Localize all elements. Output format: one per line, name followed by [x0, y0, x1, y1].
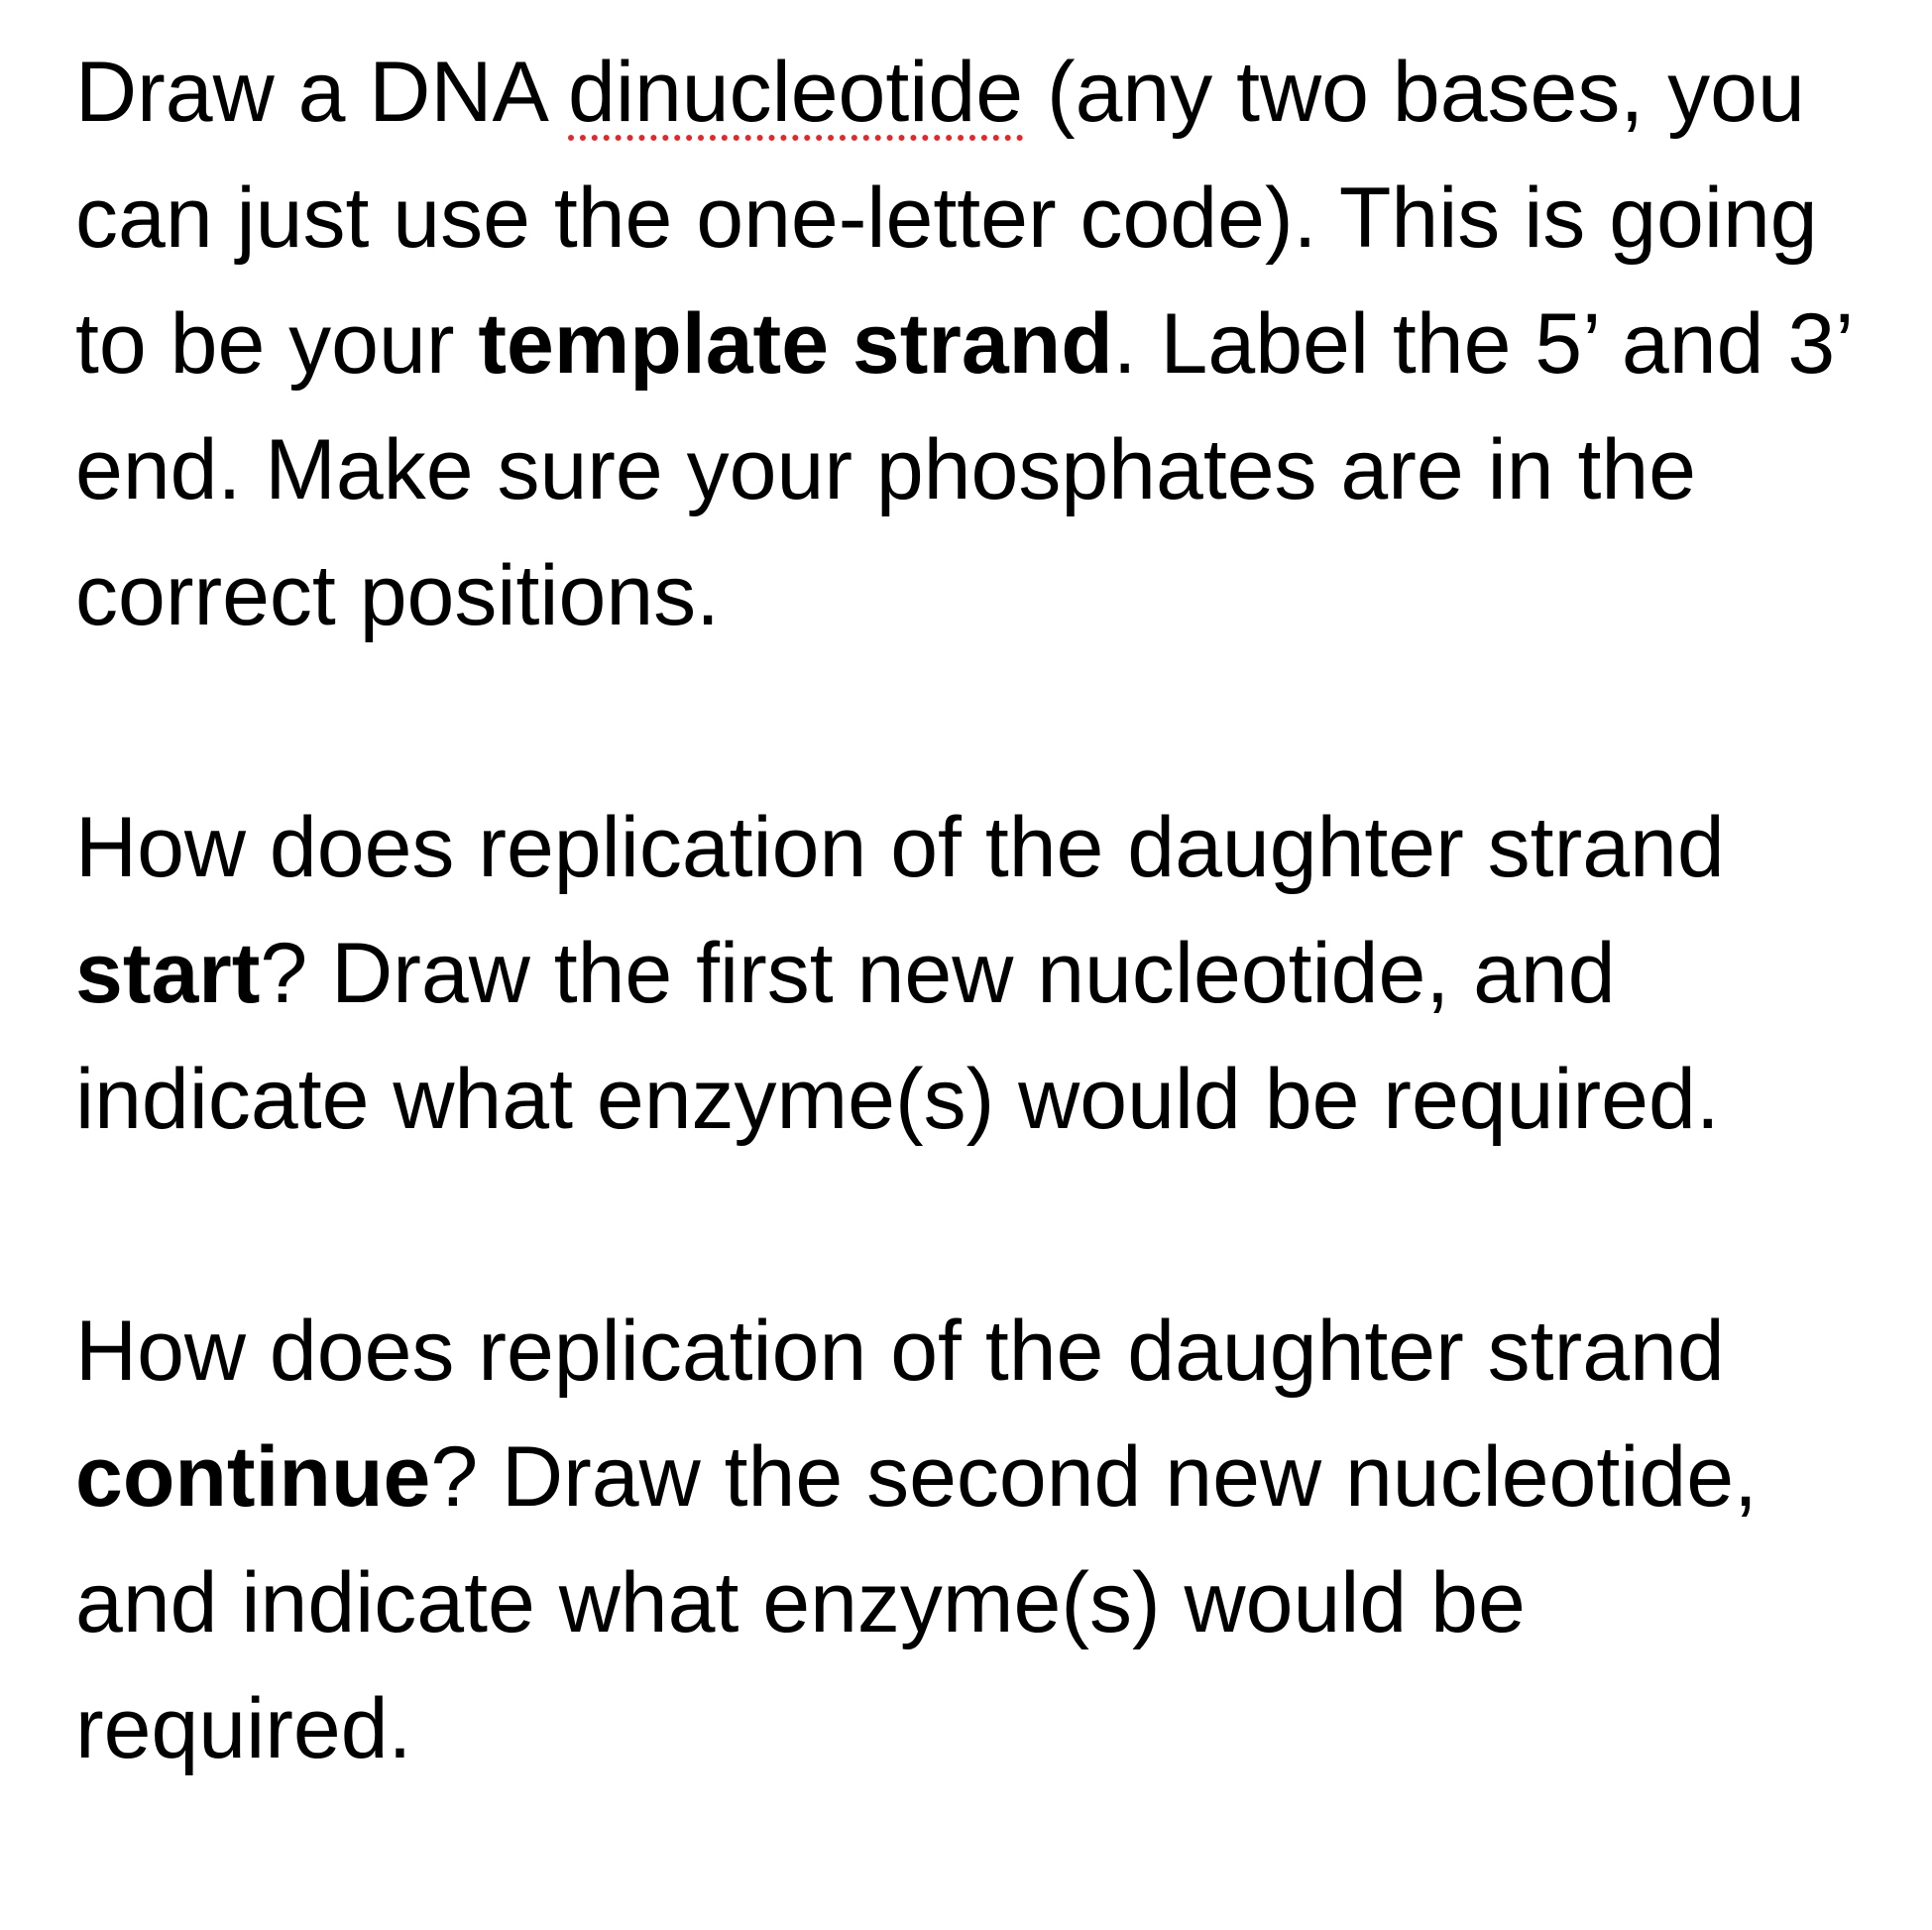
question-1-text-end: (any two bases, you — [1023, 45, 1805, 140]
question-2-paragraph — [75, 785, 1919, 1163]
question-2-line-3: indicate what enzyme(s) would be required. — [75, 1052, 1720, 1147]
question-3-line-3: and indicate what enzyme(s) would be — [75, 1555, 1526, 1650]
question-1-line-3-suffix: . Label the 5’ and 3’ — [1112, 296, 1855, 392]
question-2-line-2 — [75, 911, 1919, 1037]
bold-term-template-strand: template strand — [478, 296, 1113, 392]
question-1-line-4: end. Make sure your phosphates are in the — [75, 422, 1697, 517]
question-3-paragraph — [75, 1289, 1919, 1792]
question-2-line-1: How does replication of the daughter strand — [75, 800, 1725, 895]
question-1-line-3-prefix: to be your — [75, 296, 479, 392]
question-2-line-2-suffix: ? Draw the first new nucleotide, and — [260, 926, 1616, 1021]
question-3-line-2-suffix: ? Draw the second new nucleotide, — [430, 1429, 1758, 1525]
misspelled-word-dinucleotide[interactable]: dinucleotide — [568, 45, 1024, 140]
question-1-line-1 — [75, 30, 1919, 156]
question-1-text-start: Draw a DNA — [75, 45, 569, 140]
question-1-line-2: can just use the one-letter code). This is going — [75, 170, 1818, 266]
question-3-line-2 — [75, 1415, 1919, 1540]
bold-term-start: start — [75, 926, 261, 1021]
document-page[interactable] — [75, 30, 1919, 1792]
question-3-line-1: How does replication of the daughter strand — [75, 1304, 1725, 1399]
bold-term-continue: continue — [75, 1429, 431, 1525]
question-1-paragraph — [75, 30, 1919, 659]
question-1-line-5: correct positions. — [75, 548, 721, 643]
question-3-line-4: required. — [75, 1681, 412, 1776]
question-1-line-3 — [75, 282, 1919, 407]
